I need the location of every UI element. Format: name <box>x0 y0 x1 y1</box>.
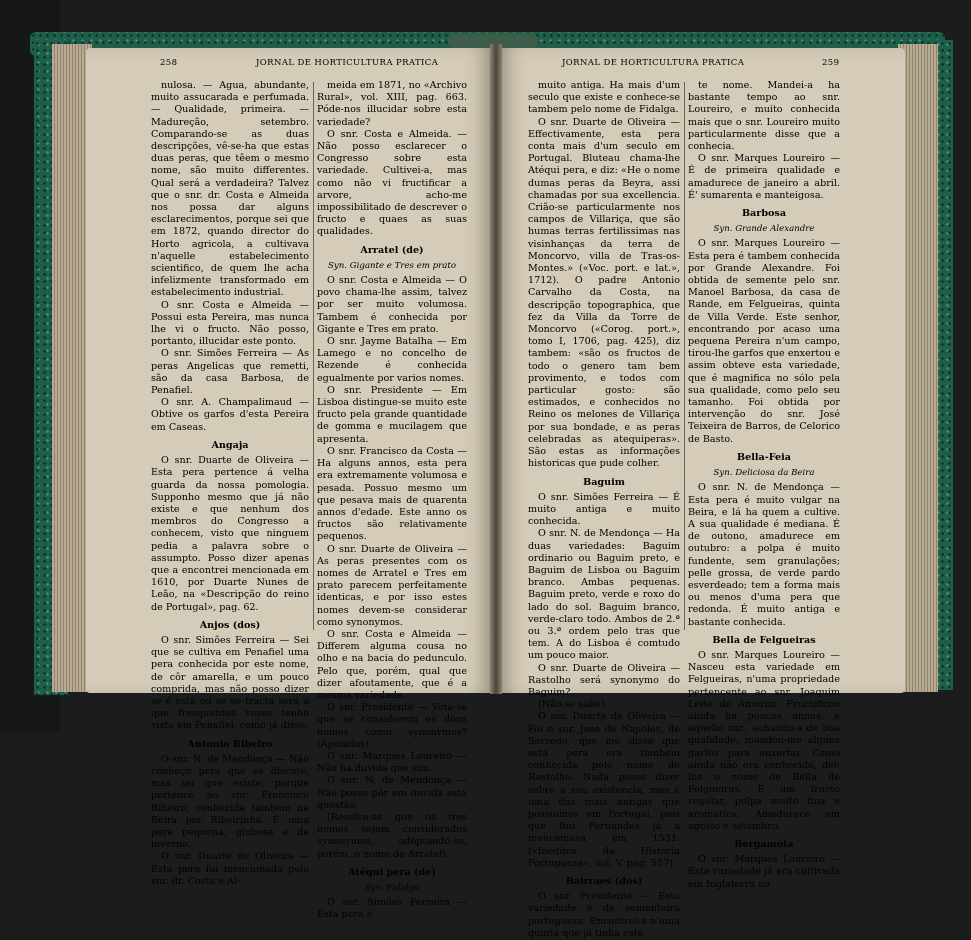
left-page-number: 258 <box>160 58 178 68</box>
paragraph: nulosa. — Agua, abundante, muito assucarada e perfumada. — Qualidade, primeira. — Madureção, setembro. Comparando-se as duas descripções, vê-se-ha que estas duas peras, que têem o mesmo nome, são muito differentes. Qual será a verdadeira? Talvez que o snr. dr. Costa e Almeida nos possa dar alguns esclarecimentos, porque sei que em 1872, quando director do Horto agricola, a cultivava n'aquelle estabelecimento scientifico, de quem lhe acha infelizmente transformado em estabelecimento industrial. <box>151 80 309 299</box>
paragraph: O snr. N. de Mendonça — Esta pera é muito vulgar na Beira, e lá ha quem a cultive. A sua qualidade é mediana. É de outono, amadurece em outubro: a polpa é muito fundente, sem granulações; pelle grossa, de verde pardo esverdeado; tem a forma mais ou menos d'uma pera que redonda. É muito antiga e bastante conhecida. <box>688 482 840 628</box>
paragraph: O snr. Presidente — Em Lisboa distingue-se muito este fructo pela grande quantidade de gomma e mucilagem que apresenta. <box>317 384 467 445</box>
right-page-column-1 <box>528 80 680 939</box>
paragraph: O snr. Simões Ferreira — As peras Angelicas que remetti, são da casa Barbosa, de Penafiel. <box>151 348 309 397</box>
paragraph: O snr. Marques Loureiro — Esta variedade já era cultivada em Inglaterra no <box>688 854 840 890</box>
paragraph: O snr. Duarte de Oliveira — As peras presentes com os nomes de Arratel e Tres em prato parecem perfeitamente identicas, e por isso estes nomes devem-se considerar como synonymos. <box>317 543 467 628</box>
paragraph: O snr. A. Champalimaud — Obtive os garfos d'esta Pereira em Caseas. <box>151 397 309 433</box>
paragraph: O snr. Presidente — Esta variedade é de sementeira portugueza. Encontrei-a n'uma quinta que já tinha este <box>528 891 680 939</box>
paragraph: O snr. Marques Loureiro — Não ha duvida que sim. <box>317 750 467 775</box>
paragraph: O snr. Francisco da Costa — Ha alguns annos, esta pera era extremamente volumosa e pesada. Possuo mesmo um que pesava mais de quarenta annos d'edade. Este anno os fructos são relativamente pequenos. <box>317 445 467 543</box>
paragraph: (Não se sabe). <box>538 699 608 711</box>
section-heading: Bairraes (dos) <box>565 876 643 887</box>
paragraph: O snr. N. de Mendonça — Não conheço pera que se discute, mas sei que existe, porque pertence ao snr. Francisco Ribeiro, conhecida tambem na Beira por Ribeirinha. É uma pera pequena, globosa e de inverno. <box>151 753 309 851</box>
paragraph: O snr. Costa e Almeida — Differem alguma cousa no olho e na bacia do pedunculo. Pelo que, porém, qual que dizer afoutamente, que é a mesma variedade. <box>317 628 467 701</box>
section-heading: Barbosa <box>741 208 787 220</box>
column-divider <box>684 82 685 630</box>
paragraph: O snr. Simões Ferreira — Esta pera é <box>317 897 467 921</box>
paragraph: O snr. Marques Loureiro — É de primeira qualidade e amadurece de janeiro a abril. É' sumarenta e manteigosa. <box>688 153 840 201</box>
paragraph: O snr. Duarte de Oliveira — Effectivamente, esta pera conta mais d'um seculo em Portugal. Bluteau chama-lhe Atéqui pera, e diz: «He o nome dumas peras da Beyra, assi chamadas por sua excellencia. Crião-se particularmente nos campos de Villariça, que são humas terras fertilissimas nas visinhanças da terra de Moncorvo, villa de Tras-os-Montes.» («Voc. port. e lat.», 1712). O padre Antonio Carvalho da Costa, na descripção topographica, que fez da Villa da Torre de Moncorvo («Corog. port.», tomo I, 1706, pag. 425), diz tambem: «são os fructos de todo o genero tam bem provimento, e todos com particular gosto: são estimados, e conhecidos no Reino os melones de Villariça por sua bondade, e as peras celebradas as atequiperas». São estas as informações historicas que pude colher. <box>528 116 680 470</box>
paragraph: O snr. Costa e Almeida. — Não posso esclarecer o Congresso sobre esta variedade. Cultivei-a, mas como não vi fructificar a arvore, acho-me impossibilitado de descrever o fructo e quaes as suas qualidades. <box>317 128 467 238</box>
section-heading: Anjos (dos) <box>199 619 261 631</box>
paragraph: O snr. Costa e Almeida — Possui esta Pereira, mas nunca lhe vi o fructo. Não posso, portanto, illucidar este ponto. <box>151 299 309 348</box>
synonym-line: Syn. Deliciosa da Beira <box>713 468 815 479</box>
left-page-column-2 <box>317 80 467 921</box>
left-running-head: JORNAL DE HORTICULTURA PRATICA <box>256 58 439 68</box>
synonym-line: Syn. Grande Alexandre <box>713 224 815 235</box>
paragraph: (Resolve-se que os tres nomes sejam considerados synonymos, adoptando-se, porém, o nome de Arratel). <box>317 811 467 860</box>
section-heading: Bergamota <box>734 838 794 850</box>
synonym-line: Syn. Gigante e Tres em prato <box>328 260 456 271</box>
section-heading: Arratel (de) <box>360 244 424 256</box>
section-heading: Bella-Feia <box>737 451 791 463</box>
section-heading: Bella de Felgueiras <box>712 634 816 646</box>
paragraph: O snr. Presidente — Vota-se que se considerem os dous nomes como synonymos? (Apoiados). <box>317 702 467 750</box>
paragraph: O snr. Simões Ferreira — Sei que se cultiva em Penafiel uma pera conhecida por este nome, de côr amarella, e um pouco comprida, mas não posso dizer se é esta ou se se tracta será a que fresquentes vezes tenho visto em Penafiel, como já disse. <box>151 634 309 732</box>
book-gutter <box>490 44 502 694</box>
paragraph: O snr. Jayme Batalha — Em Lamego e no concelho de Rezende é conhecida egualmente por varios nomes. <box>317 336 467 384</box>
synonym-line: Syn. Fidalga <box>364 883 420 893</box>
right-page-number: 259 <box>822 58 840 68</box>
paragraph: meida em 1871, no «Archivo Rural», vol. XIII, pag. 663. Póde-nos illucidar sobre esta variedade? <box>317 80 467 128</box>
right-page-column-2 <box>688 80 840 890</box>
paragraph: O snr. Duarte de Oliveira — Foi o snr. José de Napoles, de Sarzedo, que me disse que esta pera era tambem conhecida pelo nome de Rastolho. Nada posso dizer sobre a sua existencia, mas é uma das mais antigas que possuimos em Portugal, pois que Rui Fernandes já a mencionava em 1531. («Ineditos da Historia Portugueza», vol. V, pag. 557). <box>528 711 680 869</box>
paragraph: O snr. Marques Loureiro — Esta pera é tambem conhecida por Grande Alexandre. Foi obtida de semente pelo snr. Manoel Barbosa, da casa de Rande, em Felgueiras, quinta de Villa Verde. Este senhor, encontrando por acaso uma pequena Pereira n'um campo, tirou-lhe garfos que enxertou e assim obteve esta variedade, que é magnifica no sólo pela sua qualidade, como pelo seu tamanho. Foi obtida por intervenção do snr. José Teixeira de Barros, de Celorico de Basto. <box>688 238 840 445</box>
left-page-column-1 <box>151 80 309 887</box>
paragraph: O snr. Duarte de Oliveira — Esta pera pertence á velha guarda da nossa pomologia. Supponho mesmo que já não existe e que nenhum dos membros do Congresso a conhecem, visto que ninguem pedia a palavra sobre o assumpto. Posso dizer apenas que a encontrei mencionada em 1610, por Duarte Nunes de Leão, na «Descripção do reino de Portugal», pag. 62. <box>151 455 309 613</box>
paragraph: O snr. Costa e Almeida — O povo chama-lhe assim, talvez por ser muito volumosa. Tambem é conhecida por Gigante e Tres em prato. <box>317 275 467 335</box>
paragraph: te nome. Mandei-a ha bastante tempo ao snr. Loureiro, e muito conhecida mais que o snr. Loureiro muito particularmente disse que a conhecia. <box>688 80 840 153</box>
paragraph: muito antiga. Ha mais d'um seculo que existe e conhece-se tambem pelo nome de Fidalga. <box>528 80 680 116</box>
paragraph: O snr. N. de Mendonça — Não posso pôr em duvida esta questão. <box>317 775 467 811</box>
paragraph: O snr. Marques Loureiro — Nasceu esta variedade em Felgueiras, n'uma propriedade pertencente ao snr. Joaquim Leite de Amorim. Fructificou ainda ha poucos annos, e aquelle snr., achando-a de boa qualidade, mandou-me alguns garfos para enxertar. Como ainda não era conhecida, dei-lhe o nome de Bella de Felgueiras. É um fructo regular, polpa muito fina e aromatica. Amadurece em agosto e setembro. <box>688 649 840 832</box>
paragraph: O snr. Simões Ferreira — É muito antiga e muito conhecida. <box>528 491 680 528</box>
paragraph: O snr. Duarte de Oliveira — Rastolho será synonymo do Baguim? <box>528 662 680 698</box>
section-heading: Angaja <box>211 439 249 451</box>
section-heading: Baguim <box>583 476 625 488</box>
paragraph: O snr. N. de Mendonça — Ha duas variedades: Baguim ordinario ou Baguim preto, e Baguim de Lisboa ou Baguim branco. Ambas pequenas. Baguim preto, verde e roxo do lado do sol. Baguim branco, verde-claro todo. Ambos de 2.ª ou 3.ª ordem pelo tras que tem. A do Lisboa é comtudo um pouco maior. <box>528 528 680 662</box>
section-heading: Atéqui pera (de) <box>348 866 436 878</box>
right-running-head: JORNAL DE HORTICULTURA PRATICA <box>562 58 745 68</box>
paragraph: O snr. Duarte de Oliveira — Esta pera foi mencionada pelo snr. dr. Costa e Al- <box>151 851 309 887</box>
column-divider <box>313 82 314 630</box>
section-heading: Antonio Ribeiro <box>187 738 273 750</box>
